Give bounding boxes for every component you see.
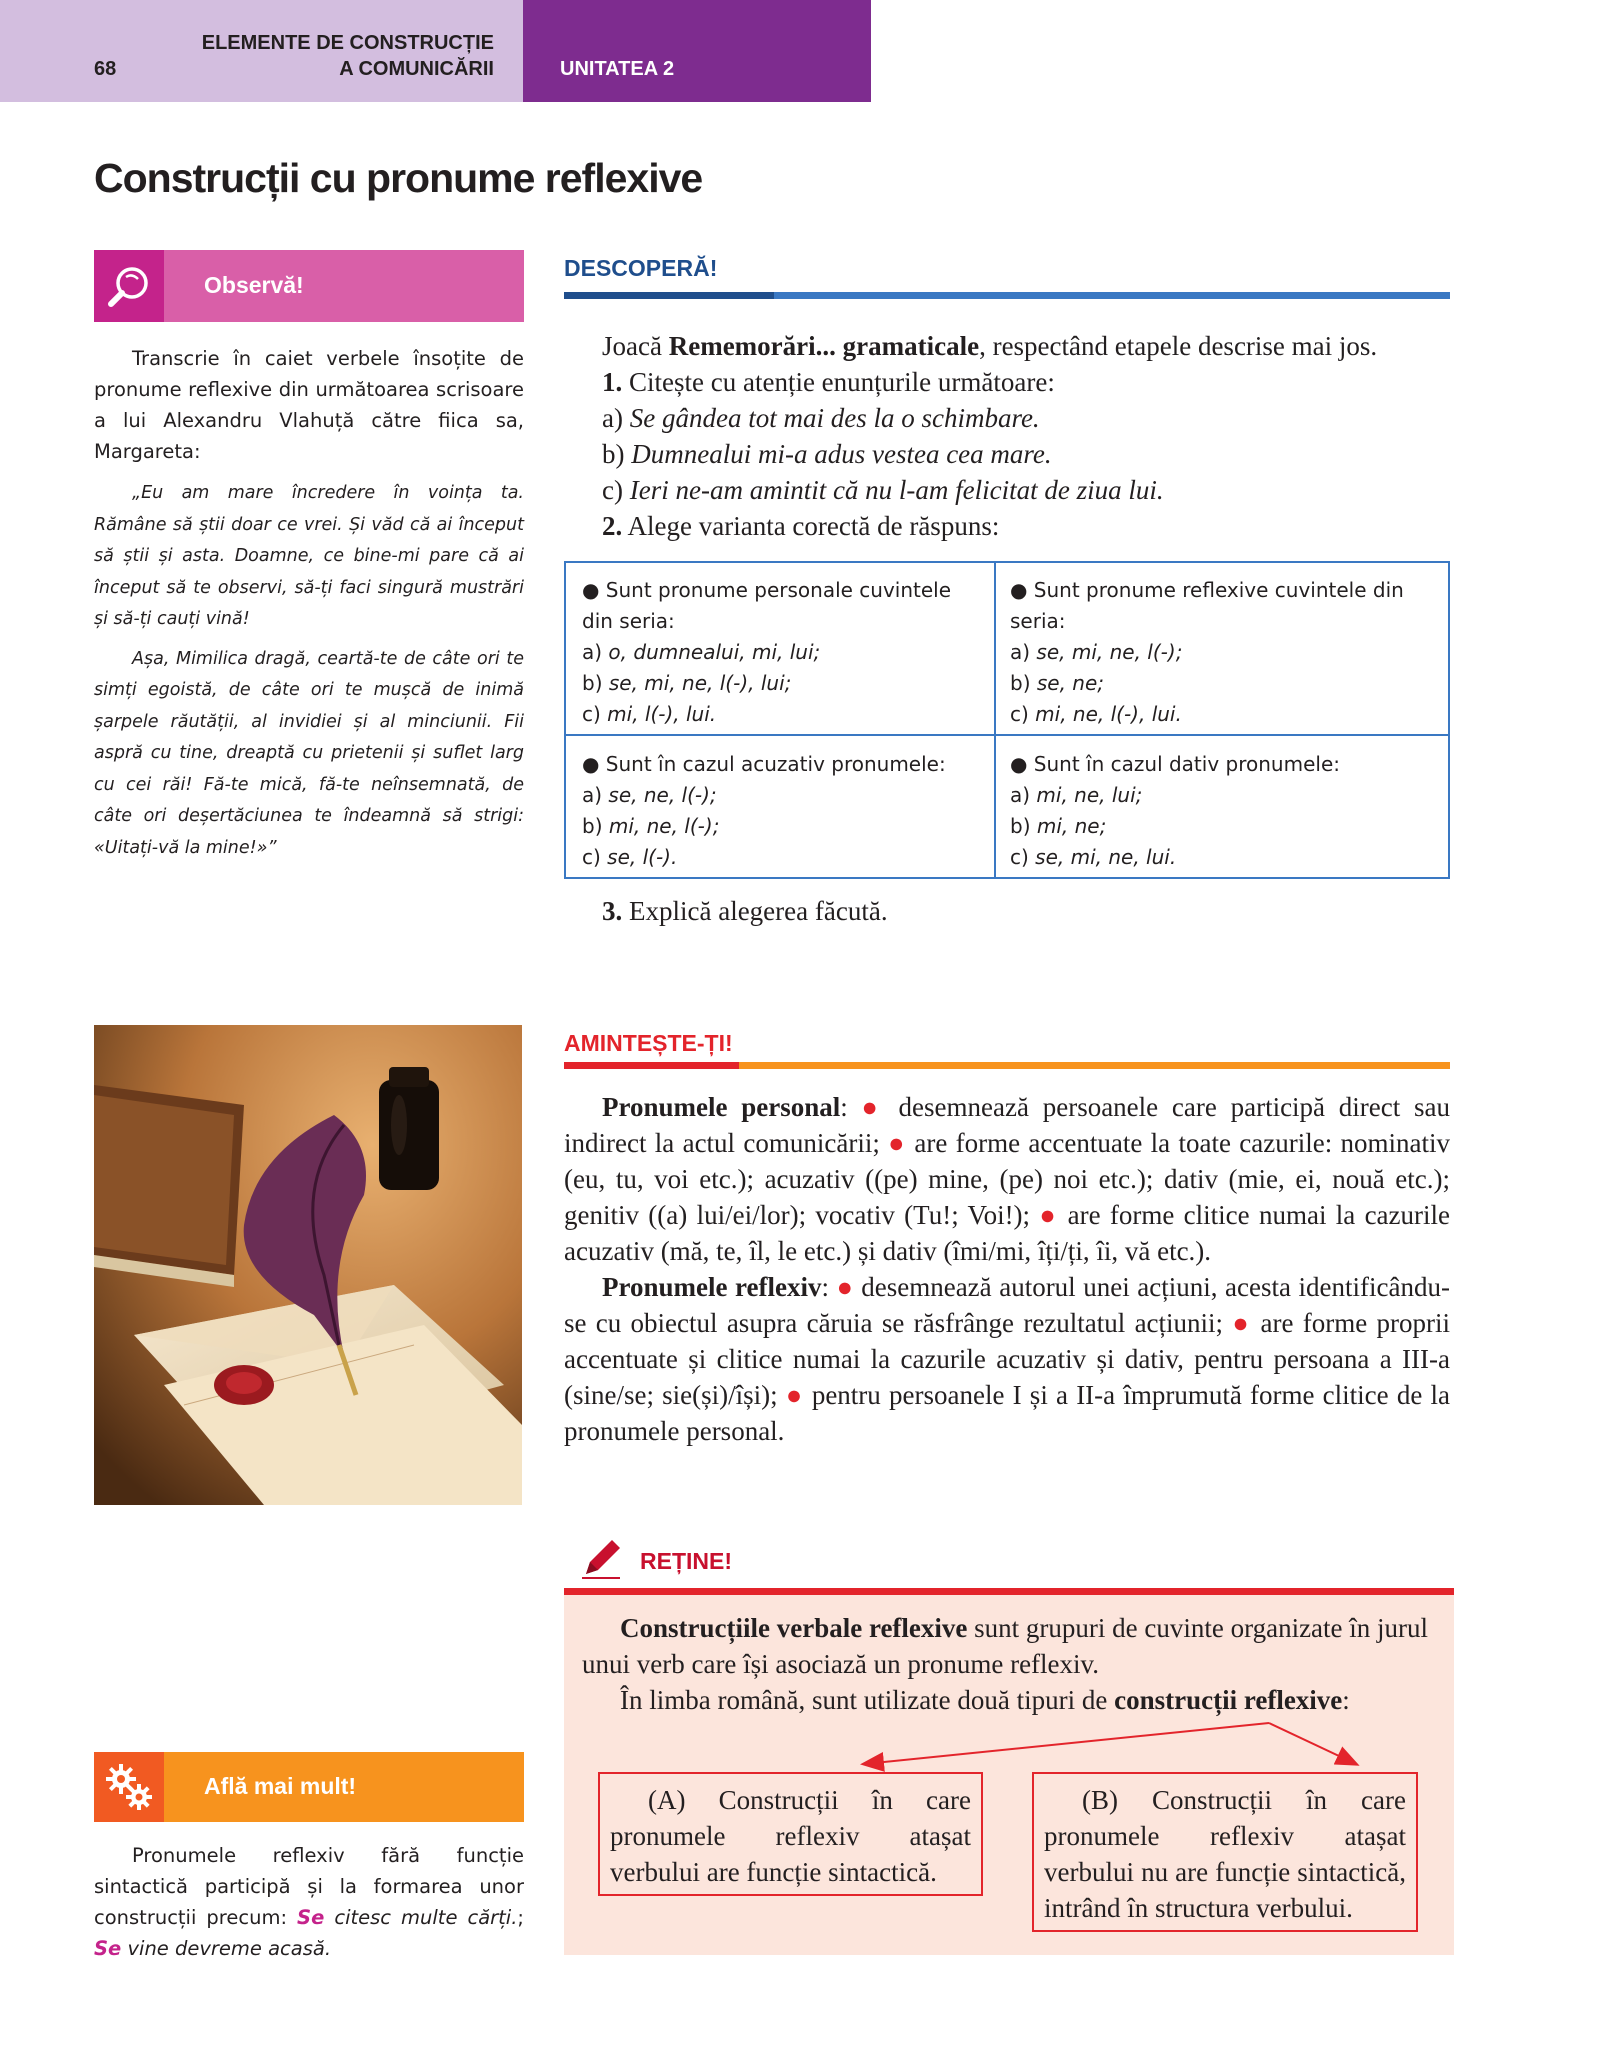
quiz-cell: ● Sunt pronume personale cuvintele din seria: a) o, dumnealui, mi, lui; b) se, mi, ne, l(-), lui; c) mi, l(-), lui. — [582, 578, 952, 726]
aminteste-rule-orange — [739, 1062, 1450, 1069]
construction-type-a: (A) Construcții în care pronumele reflexiv atașat verbului are funcție sintactică. — [598, 1772, 983, 1896]
quiz-cell: ● Sunt în cazul dativ pronumele: a) mi, ne, lui; b) mi, ne; c) se, mi, ne, lui. — [1010, 752, 1340, 869]
letter-excerpt: „Eu am mare încredere în voința ta. Rămâne să știi doar ce vrei. Și văd că ai început să știi și asta. Doamne, ce bine-mi pare că ai început să te observi, să-ți faci singură mustrări și să-ți cauți vină! Așa, Mimilica dragă, ceartă-te de câte ori te simți egoistă, de câte ori te mușcă de inimă șarpele răutății, al invidiei și al minciunii. Fii aspră cu tine, dreaptă cu prietenii și suflet larg cu cei răi! Fă-te mică, fă-te neînsemnată, de câte ori deșertăciunea te îndeamnă să strigi: «Uitați-vă la mine!»” — [94, 483, 524, 858]
quiz-cell: ● Sunt pronume reflexive cuvintele din seria: a) se, mi, ne, l(-); b) se, ne; c) mi, ne, l(-), lui. — [1010, 578, 1404, 726]
page-number: 68 — [94, 58, 117, 80]
branch-arrows — [564, 1715, 1454, 1775]
retine-rule — [564, 1588, 1454, 1595]
quiz-cell: ● Sunt în cazul acuzativ pronumele: a) se, ne, l(-); b) mi, ne, l(-); c) se, l(-). — [582, 752, 946, 869]
afla-text: Pronumele reflexiv fără funcție sintactică participă și la formarea unor construcții precum: Se citesc multe cărți.; Se vine devreme acasă. — [94, 1844, 524, 1960]
magnifier-icon — [94, 250, 164, 322]
gears-icon — [94, 1752, 164, 1822]
construction-type-b: (B) Construcții în care pronumele reflexiv atașat verbului nu are funcție sintactică, intrând în structura verbului. — [1032, 1772, 1418, 1932]
quill-letter-photo — [94, 1025, 522, 1505]
afla-header — [94, 1752, 524, 1822]
aminteste-text: Pronumele personal: ● desemnează persoanele care participă direct sau indirect la actul comunicării; ● are forme accentuate la toate cazurile: nominativ (eu, tu, voi etc.); acuzativ ((pe) mine, (pe) noi etc.); dativ (mie, ei, nouă etc.); genitiv ((a) lui/ei/lor); vocativ (Tu!; Voi!); ● are forme clitice numai la cazurile acuzativ (mă, te, îl, le etc.) și dativ (îmi/mi, îți/ți, îi, vă etc.). Pronumele reflexiv: ● desemnează autorul unei acțiuni, acesta identificându-se cu obiectul asupra căruia se răsfrânge rezultatul acțiunii; ● are forme proprii accentuate și clitice numai la cazurile acuzativ și dativ, pentru persoana a III-a (sine/se; sie(și)/își); ● pentru persoanele I și a II-a împrumută forme clitice de la pronumele personal. — [564, 1092, 1451, 1446]
retine-text: Construcțiile verbale reflexive sunt grupuri de cuvinte organizate în jurul unui verb care își asociază un pronume reflexiv. În limba română, sunt utilizate două tipuri de construcții reflexive: — [582, 1613, 1429, 1715]
aminteste-rule — [564, 1062, 739, 1069]
descopera-label: DESCOPERĂ! — [564, 255, 718, 281]
aminteste-label: AMINTEȘTE-ȚI! — [564, 1030, 733, 1056]
descopera-instructions: Joacă Rememorări... gramaticale, respectând etapele descrise mai jos. 1. Citește cu atenție enunțurile următoare: a) Se gândea tot mai des la o schimbare. b) Dumnealui mi-a adus vestea cea mare. c) Ieri ne-am amintit că nu l-am felicitat de ziua lui. 2. Alege varianta corectă de răspuns: — [602, 331, 1378, 541]
afla-label: Află mai mult! — [204, 1773, 357, 1799]
observa-intro: Transcrie în caiet verbele însoțite de pronume reflexive din următoarea scrisoare a lui Alexandru Vlahuță către fiica sa, Margareta: — [94, 347, 524, 463]
header-right-band — [523, 0, 871, 102]
descopera-rule — [564, 292, 774, 299]
page-title: Construcții cu pronume reflexive — [94, 155, 703, 201]
observa-header — [94, 250, 524, 322]
observa-label: Observă! — [204, 272, 304, 298]
unit-label: UNITATEA 2 — [560, 58, 675, 80]
retine-label: REȚINE! — [640, 1548, 732, 1574]
section-title: ELEMENTE DE CONSTRUCȚIE A COMUNICĂRII — [201, 32, 494, 80]
pencil-icon — [580, 1536, 624, 1580]
descopera-rule-light — [774, 292, 1450, 299]
quiz-table — [564, 561, 1450, 879]
step-3: 3. Explică alegerea făcută. — [602, 896, 888, 926]
